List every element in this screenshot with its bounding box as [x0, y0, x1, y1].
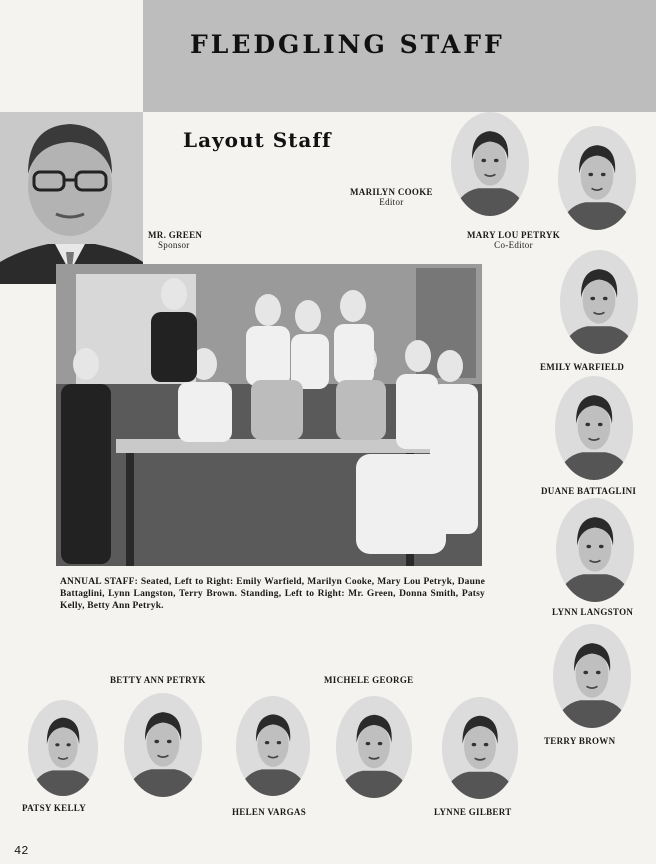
editor-caption: [350, 187, 433, 207]
editor-portrait: [451, 112, 529, 216]
portrait-patsy-kelly: [28, 700, 98, 796]
portrait-betty-ann-petryk: [124, 693, 202, 797]
sponsor-name: MR. GREEN: [148, 230, 203, 240]
editor-role: Editor: [379, 197, 404, 207]
caption-michele-george: MICHELE GEORGE: [324, 675, 414, 685]
portrait-lynne-gilbert: [442, 697, 518, 799]
portrait-helen-vargas: [236, 696, 310, 796]
group-photo: [56, 264, 482, 566]
caption-emily-warfield: EMILY WARFIELD: [540, 362, 625, 372]
co-editor-name: MARY LOU PETRYK: [467, 230, 561, 240]
caption-terry-brown: TERRY BROWN: [544, 736, 616, 746]
caption-lynn-langston: LYNN LANGSTON: [552, 607, 634, 617]
page-number: 42: [14, 844, 29, 858]
co-editor-caption: [467, 230, 560, 250]
page-title: FLEDGLING STAFF: [190, 30, 505, 59]
sponsor-role: Sponsor: [158, 240, 190, 250]
portrait-michele-george: [336, 696, 412, 798]
caption-helen-vargas: HELEN VARGAS: [232, 807, 307, 817]
portrait-terry-brown: [553, 624, 631, 728]
caption-duane-battaglini: DUANE BATTAGLINI: [541, 486, 637, 496]
editor-name: MARILYN COOKE: [350, 187, 433, 197]
co-editor-role: Co-Editor: [494, 240, 533, 250]
caption-betty-ann-petryk: BETTY ANN PETRYK: [110, 675, 206, 685]
group-photo-caption: ANNUAL STAFF: Seated, Left to Right: Emily Warfield, Marilyn Cooke, Mary Lou Petryk, Daune Battaglini, Lynn Langston, Terry Brown. Standing, Left to Right: Mr. Green, Donna Smith, Patsy Kelly, Betty Ann Petryk.: [60, 577, 485, 611]
caption-patsy-kelly: PATSY KELLY: [22, 803, 87, 813]
sponsor-caption: [148, 230, 202, 250]
portrait-duane-battaglini: [555, 376, 633, 480]
sponsor-portrait: [0, 112, 143, 284]
portrait-lynn-langston: [556, 498, 634, 602]
section-title: Layout Staff: [183, 128, 332, 152]
caption-lynne-gilbert: LYNNE GILBERT: [434, 807, 512, 817]
co-editor-portrait: [558, 126, 636, 230]
portrait-emily-warfield: [560, 250, 638, 354]
